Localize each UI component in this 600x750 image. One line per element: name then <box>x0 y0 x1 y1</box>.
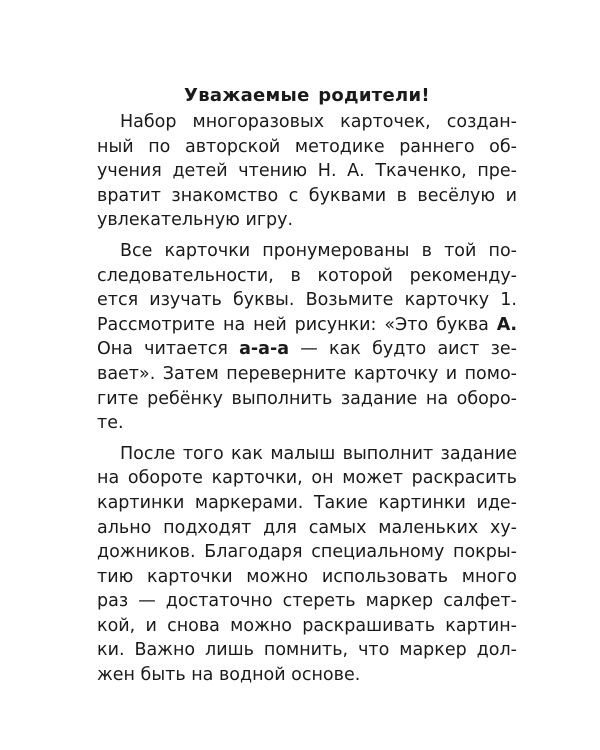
text-line: увлекательную игру. <box>97 210 294 231</box>
text-line: кой, и снова можно раскрашивать картин- <box>97 615 517 636</box>
text-line: тию карточки можно использовать много <box>97 566 517 587</box>
text-line: те. <box>97 413 124 434</box>
text-line: ки. Важно лишь помнить, что маркер дол- <box>97 640 517 661</box>
text-line: ется изучать буквы. Возьмите карточку 1. <box>97 290 517 311</box>
text-line: вает». Затем переверните карточку и помо- <box>97 363 517 384</box>
bold-letter: А. <box>496 314 517 335</box>
text-fragment: — как будто аист зе- <box>300 339 517 360</box>
text-line: жен быть на водной основе. <box>97 665 361 686</box>
text-line: ально подходят для самых маленьких ху- <box>97 517 517 538</box>
bold-sound: а-а-а <box>239 339 290 360</box>
paragraph-coloring <box>97 442 517 688</box>
text-line: вратит знакомство с буквами в весёлую и <box>97 185 517 206</box>
paragraph-instructions <box>97 239 517 436</box>
paragraph-intro <box>97 110 517 233</box>
text-line: раз — достаточно стереть маркер салфет- <box>97 591 517 612</box>
text-line: учения детей чтению Н. А. Ткаченко, пре- <box>97 161 517 182</box>
text-line: Все карточки пронумерованы в той по- <box>120 240 517 261</box>
text-line: гите ребёнку выполнить задание на оборо- <box>97 388 517 409</box>
text-line: Набор многоразовых карточек, создан- <box>120 112 517 132</box>
text-fragment: Рассмотрите на ней рисунки: «Это буква <box>97 314 497 335</box>
text-fragment: Она читается <box>97 339 240 360</box>
text-line: следовательности, в которой рекоменду- <box>97 265 517 286</box>
document-page <box>97 82 517 694</box>
text-line: После того как малыш выполнит задание <box>120 443 517 464</box>
page-heading: Уважаемые родители! <box>184 85 430 106</box>
text-line: на обороте карточки, он может раскрасить <box>97 468 517 489</box>
text-line-with-sound <box>97 337 517 362</box>
text-line: картинки маркерами. Такие картинки иде- <box>97 492 517 513</box>
text-line: дожников. Благодаря специальному покры- <box>97 542 517 563</box>
text-line-with-letter <box>97 313 517 338</box>
text-line: ный по авторской методике раннего об- <box>97 136 517 157</box>
